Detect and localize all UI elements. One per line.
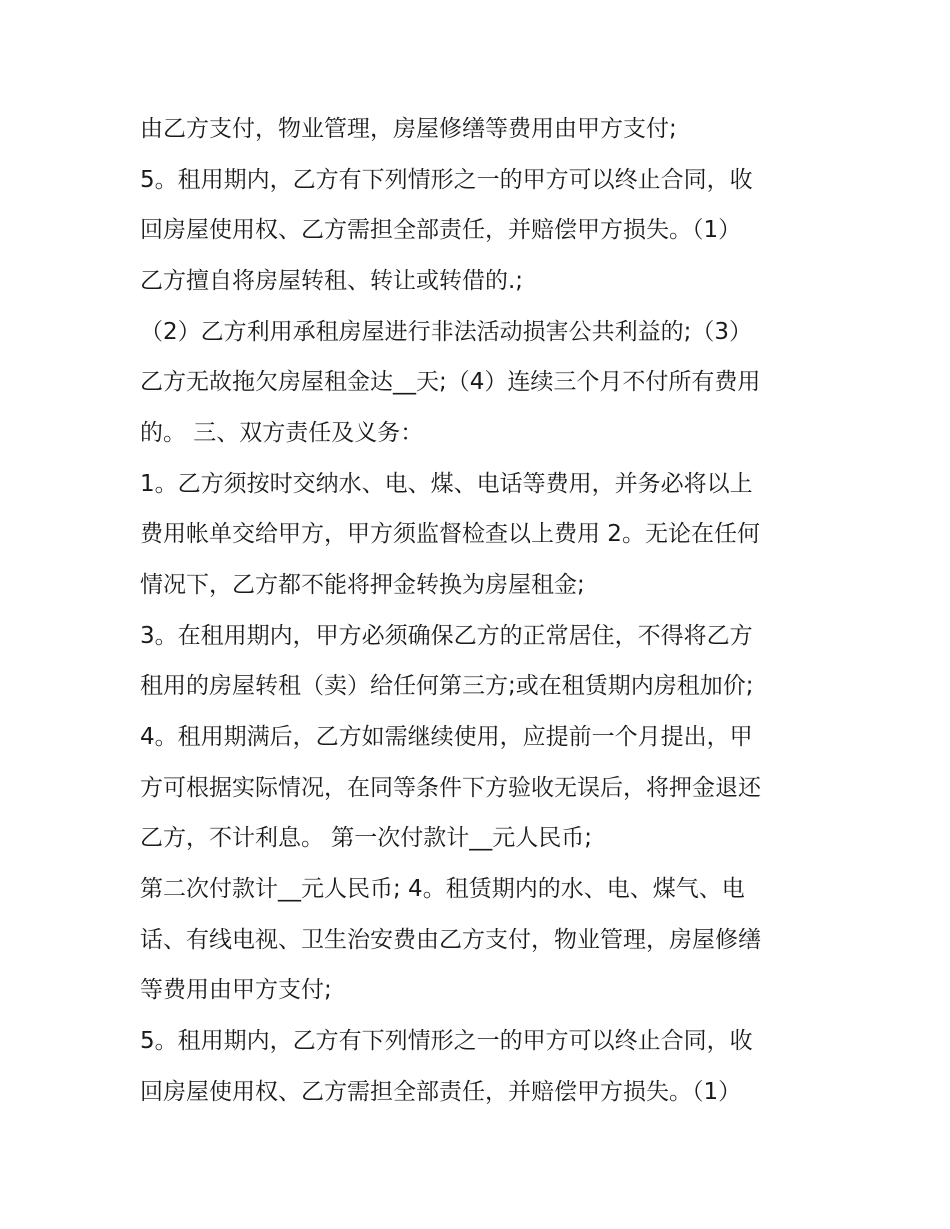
text-line: 5。租用期内，乙方有下列情形之一的甲方可以终止合同，收: [140, 1028, 753, 1054]
text-line: 租用的房屋转租（卖）给任何第三方;或在租赁期内房租加价;: [140, 673, 754, 699]
text-line: 乙方无故拖欠房屋租金达__天;（4）连续三个月不付所有费用: [140, 369, 761, 395]
text-line: 乙方擅自将房屋转租、转让或转借的.;: [140, 268, 524, 294]
text-line: 等费用由甲方支付;: [140, 977, 332, 1003]
text-line: 1。乙方须按时交纳水、电、煤、电话等费用，并务必将以上: [140, 471, 753, 497]
text-line: 乙方，不计利息。 第一次付款计__元人民币;: [140, 825, 593, 851]
text-line: 回房屋使用权、乙方需担全部责任，并赔偿甲方损失。（1）: [140, 1079, 742, 1105]
text-line: 由乙方支付，物业管理，房屋修缮等费用由甲方支付;: [140, 116, 677, 142]
text-line: 4。租用期满后，乙方如需继续使用，应提前一个月提出，甲: [140, 724, 753, 750]
text-line: 费用帐单交给甲方，甲方须监督检查以上费用 2。无论在任何: [140, 521, 760, 547]
text-line: 5。租用期内，乙方有下列情形之一的甲方可以终止合同，收: [140, 167, 753, 193]
text-line: 回房屋使用权、乙方需担全部责任，并赔偿甲方损失。（1）: [140, 217, 742, 243]
text-line: 话、有线电视、卫生治安费由乙方支付，物业管理，房屋修缮: [140, 927, 761, 953]
text-line: 的。 三、双方责任及义务：: [140, 420, 424, 446]
text-line: （2）乙方利用承租房屋进行非法活动损害公共利益的;（3）: [140, 319, 753, 345]
text-line: 第二次付款计__元人民币; 4。租赁期内的水、电、煤气、电: [140, 876, 745, 902]
text-line: 情况下，乙方都不能将押金转换为房屋租金;: [140, 572, 585, 598]
text-line: 方可根据实际情况，在同等条件下方验收无误后，将押金退还: [140, 775, 761, 801]
text-line: 3。在租用期内，甲方必须确保乙方的正常居住，不得将乙方: [140, 623, 753, 649]
